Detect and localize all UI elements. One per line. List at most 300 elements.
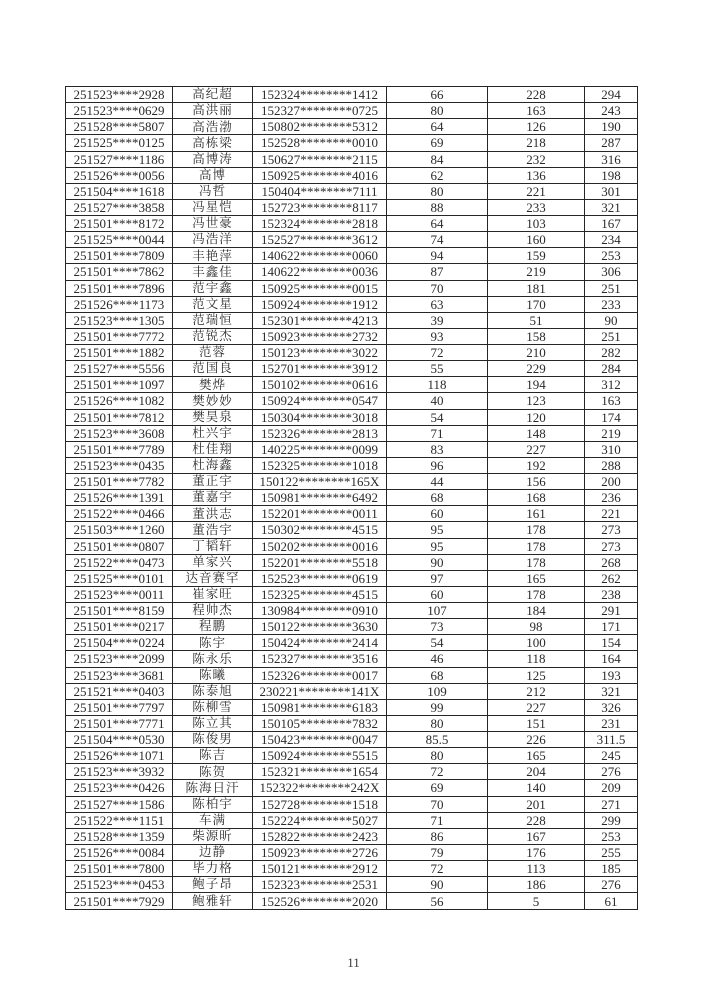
cell-score-2: 98 [488,619,585,635]
cell-score-1: 88 [387,199,488,215]
cell-id-card: 150123********3022 [253,345,387,361]
cell-id-card: 152325********1018 [253,457,387,473]
cell-score-total: 190 [585,119,638,135]
cell-id-card: 150923********2726 [253,844,387,860]
cell-score-1: 80 [387,183,488,199]
cell-name: 达音赛罕 [173,570,253,586]
cell-score-1: 74 [387,232,488,248]
cell-name: 程鹏 [173,619,253,635]
table-row [66,312,638,328]
cell-exam-no: 251527****5556 [66,361,173,377]
cell-exam-no: 251523****2099 [66,651,173,667]
cell-score-2: 156 [488,474,585,490]
cell-name: 高博 [173,167,253,183]
cell-score-total: 321 [585,683,638,699]
cell-name: 冯世豪 [173,216,253,232]
cell-id-card: 152201********5518 [253,554,387,570]
cell-score-1: 56 [387,893,488,910]
cell-name: 高栋梁 [173,135,253,151]
cell-score-total: 316 [585,151,638,167]
cell-score-1: 73 [387,619,488,635]
cell-score-2: 227 [488,441,585,457]
cell-score-1: 68 [387,667,488,683]
cell-score-2: 192 [488,457,585,473]
cell-id-card: 150981********6492 [253,490,387,506]
cell-score-1: 54 [387,409,488,425]
cell-score-total: 221 [585,506,638,522]
table-row [66,361,638,377]
cell-score-2: 221 [488,183,585,199]
cell-name: 冯星恺 [173,199,253,215]
cell-score-total: 163 [585,393,638,409]
cell-name: 车满 [173,812,253,828]
cell-score-1: 87 [387,264,488,280]
table-row [66,248,638,264]
cell-score-2: 178 [488,586,585,602]
cell-id-card: 152324********1412 [253,87,387,103]
cell-score-1: 86 [387,828,488,844]
cell-name: 陈曦 [173,667,253,683]
cell-score-1: 40 [387,393,488,409]
table-row [66,441,638,457]
cell-score-total: 245 [585,748,638,764]
cell-exam-no: 251522****1151 [66,812,173,828]
cell-score-1: 72 [387,345,488,361]
table-row [66,522,638,538]
table-row [66,232,638,248]
cell-score-2: 204 [488,764,585,780]
cell-score-1: 72 [387,764,488,780]
cell-exam-no: 251523****0426 [66,780,173,796]
table-row [66,457,638,473]
cell-id-card: 150102********0616 [253,377,387,393]
cell-exam-no: 251501****8159 [66,603,173,619]
cell-name: 陈宇 [173,635,253,651]
cell-score-total: 294 [585,87,638,103]
cell-name: 范瑞恒 [173,312,253,328]
cell-exam-no: 251522****0466 [66,506,173,522]
cell-id-card: 150925********0015 [253,280,387,296]
cell-score-total: 311.5 [585,732,638,748]
cell-name: 樊烨 [173,377,253,393]
cell-score-1: 71 [387,812,488,828]
cell-name: 范锐杰 [173,328,253,344]
cell-score-1: 79 [387,844,488,860]
table-row [66,506,638,522]
cell-id-card: 152701********3912 [253,361,387,377]
table-row [66,167,638,183]
cell-score-total: 276 [585,877,638,893]
cell-name: 丰鑫佳 [173,264,253,280]
table-row [66,328,638,344]
cell-score-2: 123 [488,393,585,409]
cell-score-2: 100 [488,635,585,651]
cell-score-total: 282 [585,345,638,361]
cell-score-1: 80 [387,103,488,119]
cell-exam-no: 251526****0084 [66,844,173,860]
cell-name: 高洪丽 [173,103,253,119]
cell-id-card: 152723********8117 [253,199,387,215]
cell-name: 冯浩洋 [173,232,253,248]
cell-name: 陈俊男 [173,732,253,748]
cell-exam-no: 251528****1359 [66,828,173,844]
cell-exam-no: 251523****0435 [66,457,173,473]
cell-score-1: 94 [387,248,488,264]
cell-id-card: 230221********141X [253,683,387,699]
cell-score-total: 312 [585,377,638,393]
cell-exam-no: 251525****0125 [66,135,173,151]
cell-score-total: 273 [585,522,638,538]
cell-exam-no: 251504****0530 [66,732,173,748]
cell-score-total: 219 [585,425,638,441]
cell-id-card: 152224********5027 [253,812,387,828]
table-row [66,619,638,635]
cell-score-1: 60 [387,586,488,602]
cell-score-1: 90 [387,877,488,893]
cell-score-2: 103 [488,216,585,232]
cell-exam-no: 251501****7771 [66,715,173,731]
cell-exam-no: 251501****7862 [66,264,173,280]
cell-exam-no: 251501****1097 [66,377,173,393]
cell-score-1: 64 [387,216,488,232]
cell-score-1: 62 [387,167,488,183]
cell-exam-no: 251503****1260 [66,522,173,538]
cell-exam-no: 251501****7782 [66,474,173,490]
table-row [66,877,638,893]
cell-score-2: 219 [488,264,585,280]
table-row [66,264,638,280]
cell-exam-no: 251504****1618 [66,183,173,199]
cell-score-total: 209 [585,780,638,796]
cell-score-total: 164 [585,651,638,667]
cell-id-card: 150925********4016 [253,167,387,183]
cell-exam-no: 251526****1071 [66,748,173,764]
score-table [65,86,638,910]
cell-score-1: 66 [387,87,488,103]
table-row [66,216,638,232]
cell-score-2: 125 [488,667,585,683]
cell-score-total: 276 [585,764,638,780]
cell-score-2: 170 [488,296,585,312]
cell-score-1: 80 [387,748,488,764]
cell-score-total: 243 [585,103,638,119]
cell-score-1: 63 [387,296,488,312]
table-row [66,377,638,393]
cell-id-card: 130984********0910 [253,603,387,619]
cell-score-2: 178 [488,522,585,538]
table-row [66,183,638,199]
cell-score-2: 160 [488,232,585,248]
cell-name: 范国良 [173,361,253,377]
cell-exam-no: 251528****5807 [66,119,173,135]
cell-id-card: 152321********1654 [253,764,387,780]
cell-exam-no: 251501****7797 [66,699,173,715]
cell-exam-no: 251526****0056 [66,167,173,183]
cell-score-total: 234 [585,232,638,248]
table-row [66,409,638,425]
cell-id-card: 150122********3630 [253,619,387,635]
cell-name: 陈立其 [173,715,253,731]
cell-exam-no: 251501****7929 [66,893,173,910]
table-row [66,87,638,103]
table-row [66,119,638,135]
cell-score-2: 184 [488,603,585,619]
cell-score-2: 228 [488,812,585,828]
cell-exam-no: 251522****0473 [66,554,173,570]
cell-score-total: 253 [585,828,638,844]
cell-exam-no: 251523****2928 [66,87,173,103]
cell-exam-no: 251501****7809 [66,248,173,264]
cell-exam-no: 251525****0101 [66,570,173,586]
cell-score-1: 84 [387,151,488,167]
cell-name: 柴源昕 [173,828,253,844]
table-row [66,538,638,554]
cell-score-total: 236 [585,490,638,506]
cell-name: 鲍子昂 [173,877,253,893]
cell-name: 高博涛 [173,151,253,167]
cell-name: 毕力格 [173,861,253,877]
cell-score-2: 227 [488,699,585,715]
cell-name: 鲍雅轩 [173,893,253,910]
table-row [66,393,638,409]
cell-score-2: 212 [488,683,585,699]
cell-score-2: 178 [488,554,585,570]
table-row [66,812,638,828]
cell-id-card: 152728********1518 [253,796,387,812]
table-row [66,828,638,844]
cell-id-card: 152523********0619 [253,570,387,586]
cell-id-card: 152323********2531 [253,877,387,893]
cell-name: 杜海鑫 [173,457,253,473]
cell-score-total: 251 [585,280,638,296]
cell-score-2: 120 [488,409,585,425]
cell-score-1: 39 [387,312,488,328]
cell-score-2: 136 [488,167,585,183]
cell-score-1: 96 [387,457,488,473]
cell-score-1: 90 [387,554,488,570]
cell-score-2: 51 [488,312,585,328]
cell-id-card: 150424********2414 [253,635,387,651]
cell-score-2: 165 [488,748,585,764]
cell-score-2: 163 [488,103,585,119]
cell-score-1: 99 [387,699,488,715]
cell-exam-no: 251523****0011 [66,586,173,602]
cell-id-card: 150105********7832 [253,715,387,731]
cell-score-total: 198 [585,167,638,183]
cell-score-total: 255 [585,844,638,860]
cell-score-1: 95 [387,522,488,538]
table-row [66,151,638,167]
cell-id-card: 152326********0017 [253,667,387,683]
cell-score-2: 151 [488,715,585,731]
table-row [66,474,638,490]
cell-score-1: 69 [387,135,488,151]
cell-score-2: 226 [488,732,585,748]
cell-exam-no: 251501****8172 [66,216,173,232]
cell-score-total: 262 [585,570,638,586]
cell-score-2: 201 [488,796,585,812]
cell-name: 樊妙妙 [173,393,253,409]
cell-score-2: 118 [488,651,585,667]
cell-exam-no: 251527****1186 [66,151,173,167]
cell-score-total: 288 [585,457,638,473]
cell-name: 董正宇 [173,474,253,490]
cell-exam-no: 251527****1586 [66,796,173,812]
cell-id-card: 150981********6183 [253,699,387,715]
cell-name: 程帅杰 [173,603,253,619]
cell-exam-no: 251523****3932 [66,764,173,780]
cell-id-card: 150302********4515 [253,522,387,538]
cell-score-1: 60 [387,506,488,522]
cell-score-2: 186 [488,877,585,893]
cell-id-card: 152324********2818 [253,216,387,232]
cell-score-total: 185 [585,861,638,877]
cell-exam-no: 251501****1882 [66,345,173,361]
table-row [66,586,638,602]
cell-id-card: 150924********5515 [253,748,387,764]
cell-id-card: 152325********4515 [253,586,387,602]
cell-exam-no: 251523****3681 [66,667,173,683]
cell-id-card: 152327********3516 [253,651,387,667]
cell-score-total: 291 [585,603,638,619]
cell-name: 范蓉 [173,345,253,361]
page-number: 11 [347,955,360,970]
table-row [66,764,638,780]
cell-name: 范宇鑫 [173,280,253,296]
cell-score-2: 228 [488,87,585,103]
cell-id-card: 152822********2423 [253,828,387,844]
cell-score-1: 107 [387,603,488,619]
cell-score-2: 176 [488,844,585,860]
cell-id-card: 150627********2115 [253,151,387,167]
cell-exam-no: 251527****3858 [66,199,173,215]
cell-score-total: 61 [585,893,638,910]
table-row [66,732,638,748]
cell-score-1: 44 [387,474,488,490]
cell-score-1: 70 [387,280,488,296]
table-row [66,103,638,119]
cell-exam-no: 251523****3608 [66,425,173,441]
cell-score-2: 233 [488,199,585,215]
cell-score-2: 165 [488,570,585,586]
table-row [66,715,638,731]
cell-score-1: 71 [387,425,488,441]
cell-score-2: 140 [488,780,585,796]
cell-score-2: 194 [488,377,585,393]
cell-score-2: 5 [488,893,585,910]
cell-score-1: 72 [387,861,488,877]
table-row [66,861,638,877]
cell-exam-no: 251523****0453 [66,877,173,893]
cell-id-card: 150423********0047 [253,732,387,748]
cell-score-total: 284 [585,361,638,377]
table-row [66,748,638,764]
cell-id-card: 152322********242X [253,780,387,796]
cell-exam-no: 251501****7789 [66,441,173,457]
cell-score-2: 126 [488,119,585,135]
table-row [66,635,638,651]
cell-name: 边静 [173,844,253,860]
table-row [66,699,638,715]
table-row [66,796,638,812]
cell-name: 杜佳翔 [173,441,253,457]
cell-score-1: 93 [387,328,488,344]
table-row [66,280,638,296]
cell-score-total: 299 [585,812,638,828]
cell-score-1: 70 [387,796,488,812]
cell-score-total: 154 [585,635,638,651]
cell-name: 崔家旺 [173,586,253,602]
cell-id-card: 152201********0011 [253,506,387,522]
cell-exam-no: 251523****0629 [66,103,173,119]
cell-score-2: 161 [488,506,585,522]
cell-score-total: 310 [585,441,638,457]
table-row [66,425,638,441]
cell-id-card: 150122********165X [253,474,387,490]
cell-name: 陈永乐 [173,651,253,667]
table-row [66,844,638,860]
cell-id-card: 150304********3018 [253,409,387,425]
cell-score-total: 253 [585,248,638,264]
cell-name: 董浩宇 [173,522,253,538]
cell-id-card: 150923********2732 [253,328,387,344]
cell-score-1: 109 [387,683,488,699]
cell-name: 陈吉 [173,748,253,764]
cell-score-total: 271 [585,796,638,812]
cell-id-card: 140622********0060 [253,248,387,264]
cell-score-1: 83 [387,441,488,457]
cell-name: 陈柏宇 [173,796,253,812]
cell-id-card: 152326********2813 [253,425,387,441]
table-row [66,296,638,312]
cell-exam-no: 251525****0044 [66,232,173,248]
cell-score-total: 171 [585,619,638,635]
cell-score-total: 90 [585,312,638,328]
cell-name: 单家兴 [173,554,253,570]
cell-name: 董嘉宇 [173,490,253,506]
cell-name: 杜兴宇 [173,425,253,441]
cell-id-card: 140225********0099 [253,441,387,457]
cell-score-total: 273 [585,538,638,554]
cell-score-2: 210 [488,345,585,361]
cell-id-card: 152526********2020 [253,893,387,910]
cell-exam-no: 251526****1391 [66,490,173,506]
cell-score-1: 55 [387,361,488,377]
cell-score-total: 321 [585,199,638,215]
cell-score-total: 233 [585,296,638,312]
cell-score-total: 167 [585,216,638,232]
cell-name: 范文星 [173,296,253,312]
cell-score-1: 97 [387,570,488,586]
cell-score-2: 229 [488,361,585,377]
cell-score-total: 174 [585,409,638,425]
table-row [66,667,638,683]
cell-name: 陈贺 [173,764,253,780]
cell-score-total: 238 [585,586,638,602]
cell-score-1: 80 [387,715,488,731]
cell-name: 高浩渤 [173,119,253,135]
cell-id-card: 150404********7111 [253,183,387,199]
table-row [66,199,638,215]
cell-exam-no: 251501****0217 [66,619,173,635]
cell-score-2: 232 [488,151,585,167]
cell-name: 陈海日汗 [173,780,253,796]
table-row [66,135,638,151]
cell-name: 丁韬轩 [173,538,253,554]
cell-score-1: 46 [387,651,488,667]
cell-id-card: 150802********5312 [253,119,387,135]
cell-score-total: 301 [585,183,638,199]
